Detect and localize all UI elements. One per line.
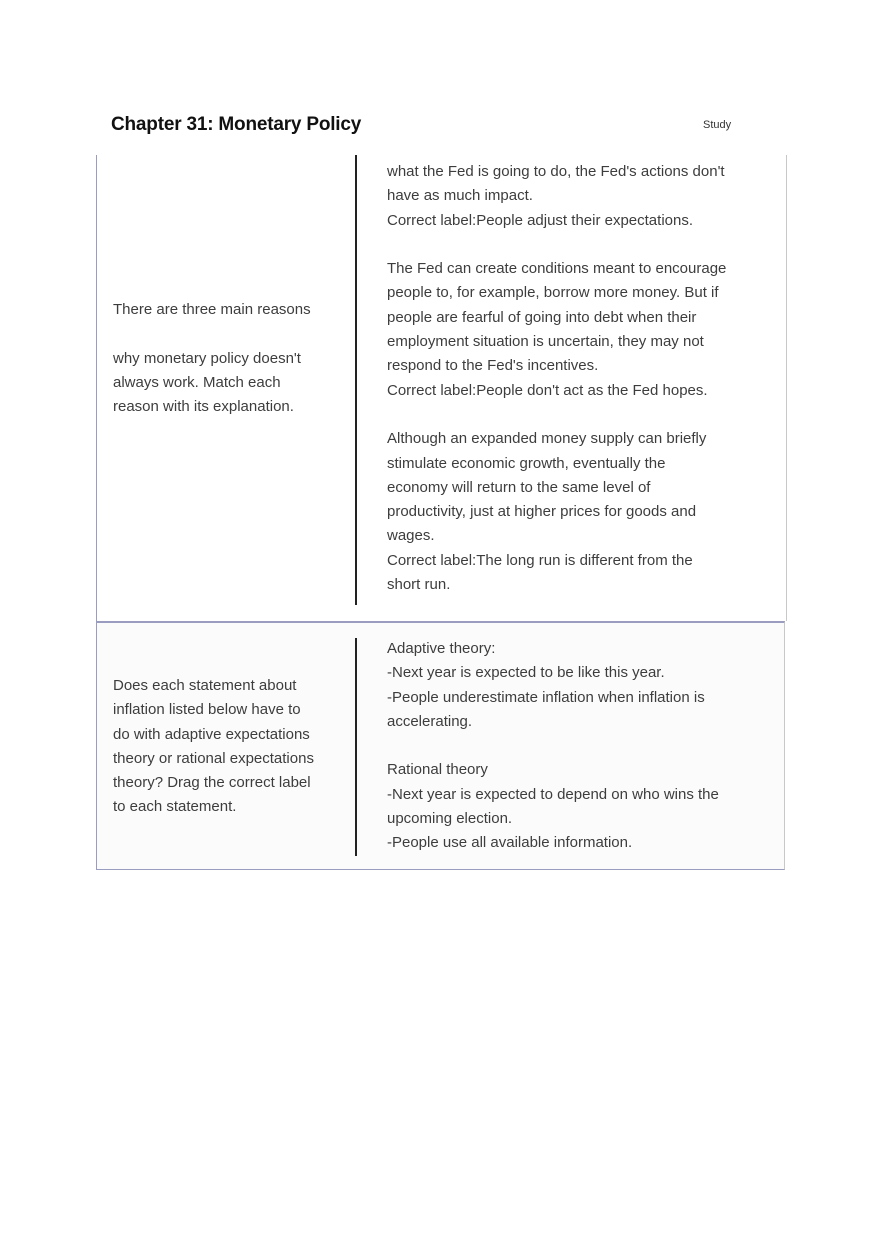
text-line: Correct label:People don't act as the Fed hopes. — [387, 381, 708, 399]
text-line: Rational theory — [387, 761, 488, 779]
text-line: reason with its explanation. — [113, 398, 294, 416]
card-definition — [387, 160, 726, 597]
card-divider — [355, 155, 357, 605]
text-line: -People use all available information. — [387, 834, 633, 852]
text-line: do with adaptive expectations — [113, 725, 310, 743]
text-line: theory or rational expectations — [113, 749, 314, 767]
text-line: Correct label:People adjust their expectations. — [387, 211, 694, 229]
page-header — [0, 0, 880, 155]
text-line — [113, 322, 311, 346]
text-line: stimulate economic growth, eventually the — [387, 454, 666, 472]
text-line: upcoming election. — [387, 810, 513, 828]
text-line: inflation listed below have to — [113, 701, 301, 719]
text-line: why monetary policy doesn't — [113, 349, 301, 367]
text-line: accelerating. — [387, 712, 473, 730]
text-line: There are three main reasons — [113, 301, 311, 318]
text-line: people are fearful of going into debt when their — [387, 308, 697, 326]
text-line: -Next year is expected to be like this year. — [387, 664, 665, 682]
text-line — [387, 734, 719, 758]
text-line: Adaptive theory: — [387, 640, 496, 657]
page-title: Chapter 31: Monetary Policy — [111, 114, 362, 135]
text-line: Does each statement about — [113, 677, 297, 694]
text-line: Correct label:The long run is different from the — [387, 551, 693, 569]
text-line: -Next year is expected to depend on who wins the — [387, 785, 719, 803]
card-divider — [355, 638, 357, 856]
card-term — [113, 674, 314, 820]
text-line: wages. — [387, 527, 435, 545]
text-line: short run. — [387, 576, 451, 594]
text-line: have as much impact. — [387, 187, 533, 205]
card-definition — [387, 637, 719, 856]
card-term — [113, 298, 311, 419]
study-link[interactable]: Study — [703, 119, 732, 131]
text-line: The Fed can create conditions meant to encourage — [387, 260, 727, 278]
text-line: always work. Match each — [113, 373, 281, 391]
flashcard-1 — [96, 155, 787, 621]
text-line: economy will return to the same level of — [387, 478, 651, 496]
flashcard-2 — [96, 621, 785, 870]
text-line: to each statement. — [113, 798, 237, 816]
text-line: people to, for example, borrow more money. But if — [387, 284, 719, 302]
text-line: productivity, just at higher prices for goods and — [387, 503, 697, 521]
text-line: -People underestimate inflation when inflation is — [387, 688, 705, 706]
text-line: what the Fed is going to do, the Fed's actions don't — [387, 163, 725, 180]
text-line: Although an expanded money supply can briefly — [387, 430, 707, 448]
text-line: theory? Drag the correct label — [113, 774, 311, 792]
text-line: employment situation is uncertain, they may not — [387, 333, 704, 351]
text-line: respond to the Fed's incentives. — [387, 357, 599, 375]
text-line — [387, 233, 726, 257]
text-line — [387, 403, 726, 427]
